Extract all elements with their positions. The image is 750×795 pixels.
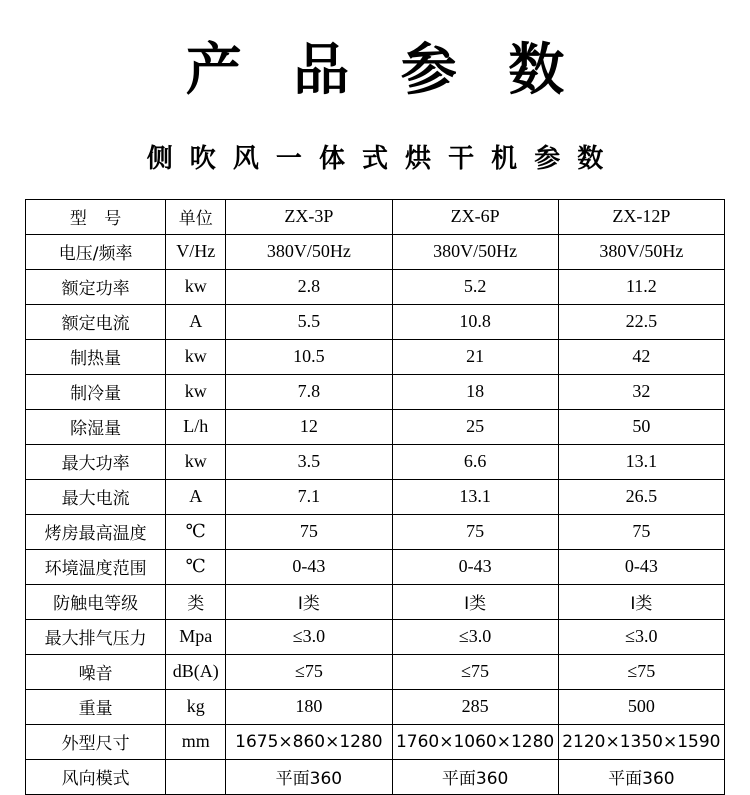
row-label: 制冷量 bbox=[26, 374, 166, 409]
row-label: 除湿量 bbox=[26, 409, 166, 444]
row-value: 285 bbox=[392, 689, 558, 724]
table-row bbox=[26, 689, 725, 724]
column-header-zx12p: ZX-12P bbox=[558, 199, 724, 234]
row-value: 380V/50Hz bbox=[226, 234, 392, 269]
table-row bbox=[26, 339, 725, 374]
row-value: 平面360 bbox=[226, 759, 392, 794]
table-row bbox=[26, 654, 725, 689]
table-row bbox=[26, 269, 725, 304]
row-value: ≤75 bbox=[392, 654, 558, 689]
row-value: 500 bbox=[558, 689, 724, 724]
row-value: Ⅰ类 bbox=[392, 584, 558, 619]
row-unit: kw bbox=[166, 444, 226, 479]
row-value: 5.5 bbox=[226, 304, 392, 339]
table-header-row bbox=[26, 199, 725, 234]
row-label: 噪音 bbox=[26, 654, 166, 689]
row-value: 75 bbox=[392, 514, 558, 549]
row-value: 50 bbox=[558, 409, 724, 444]
row-unit: 类 bbox=[166, 584, 226, 619]
row-unit: mm bbox=[166, 724, 226, 759]
row-unit: A bbox=[166, 479, 226, 514]
row-value: 11.2 bbox=[558, 269, 724, 304]
row-value: 21 bbox=[392, 339, 558, 374]
row-value: 平面360 bbox=[558, 759, 724, 794]
row-value: 22.5 bbox=[558, 304, 724, 339]
table-row bbox=[26, 374, 725, 409]
row-unit: L/h bbox=[166, 409, 226, 444]
row-value: 5.2 bbox=[392, 269, 558, 304]
spec-table bbox=[25, 199, 725, 795]
row-label: 制热量 bbox=[26, 339, 166, 374]
row-unit: Mpa bbox=[166, 619, 226, 654]
row-value: 2.8 bbox=[226, 269, 392, 304]
table-row bbox=[26, 549, 725, 584]
row-value: 10.5 bbox=[226, 339, 392, 374]
row-label: 额定电流 bbox=[26, 304, 166, 339]
row-value: 13.1 bbox=[392, 479, 558, 514]
table-row bbox=[26, 234, 725, 269]
row-value: Ⅰ类 bbox=[558, 584, 724, 619]
row-label: 环境温度范围 bbox=[26, 549, 166, 584]
row-value: ≤3.0 bbox=[392, 619, 558, 654]
row-label: 电压/频率 bbox=[26, 234, 166, 269]
row-unit: ℃ bbox=[166, 549, 226, 584]
table-row bbox=[26, 479, 725, 514]
row-unit: kw bbox=[166, 374, 226, 409]
row-value: 0-43 bbox=[226, 549, 392, 584]
row-value: 180 bbox=[226, 689, 392, 724]
row-unit: dB(A) bbox=[166, 654, 226, 689]
row-value: 380V/50Hz bbox=[392, 234, 558, 269]
row-value: 2120×1350×1590 bbox=[558, 724, 724, 759]
row-value: 25 bbox=[392, 409, 558, 444]
row-value: 12 bbox=[226, 409, 392, 444]
row-unit: A bbox=[166, 304, 226, 339]
row-value: 75 bbox=[226, 514, 392, 549]
row-value: 6.6 bbox=[392, 444, 558, 479]
row-value: 13.1 bbox=[558, 444, 724, 479]
row-value: ≤75 bbox=[226, 654, 392, 689]
page-title: 产 品 参 数 bbox=[185, 38, 581, 103]
row-label: 风向模式 bbox=[26, 759, 166, 794]
table-row bbox=[26, 759, 725, 794]
row-unit: V/Hz bbox=[166, 234, 226, 269]
row-unit: kg bbox=[166, 689, 226, 724]
row-label: 外型尺寸 bbox=[26, 724, 166, 759]
row-label: 烤房最高温度 bbox=[26, 514, 166, 549]
column-header-model: 型 号 bbox=[26, 199, 166, 234]
table-row bbox=[26, 584, 725, 619]
table-row bbox=[26, 409, 725, 444]
page-subtitle: 侧 吹 风 一 体 式 烘 干 机 参 数 bbox=[146, 143, 608, 174]
row-label: 额定功率 bbox=[26, 269, 166, 304]
table-row bbox=[26, 304, 725, 339]
row-value: 26.5 bbox=[558, 479, 724, 514]
table-row bbox=[26, 724, 725, 759]
row-value: ≤75 bbox=[558, 654, 724, 689]
table-row bbox=[26, 444, 725, 479]
row-value: 7.8 bbox=[226, 374, 392, 409]
row-label: 最大电流 bbox=[26, 479, 166, 514]
table-row bbox=[26, 514, 725, 549]
row-value: 3.5 bbox=[226, 444, 392, 479]
row-unit bbox=[166, 759, 226, 794]
column-header-zx6p: ZX-6P bbox=[392, 199, 558, 234]
row-value: 18 bbox=[392, 374, 558, 409]
row-value: 32 bbox=[558, 374, 724, 409]
row-value: 0-43 bbox=[558, 549, 724, 584]
row-value: Ⅰ类 bbox=[226, 584, 392, 619]
row-unit: ℃ bbox=[166, 514, 226, 549]
column-header-zx3p: ZX-3P bbox=[226, 199, 392, 234]
row-value: 0-43 bbox=[392, 549, 558, 584]
row-value: 7.1 bbox=[226, 479, 392, 514]
row-label: 最大功率 bbox=[26, 444, 166, 479]
column-header-unit: 单位 bbox=[166, 199, 226, 234]
row-label: 最大排气压力 bbox=[26, 619, 166, 654]
row-unit: kw bbox=[166, 269, 226, 304]
row-value: 42 bbox=[558, 339, 724, 374]
row-label: 防触电等级 bbox=[26, 584, 166, 619]
row-value: 10.8 bbox=[392, 304, 558, 339]
row-value: 1675×860×1280 bbox=[226, 724, 392, 759]
row-value: 380V/50Hz bbox=[558, 234, 724, 269]
spec-table-wrapper bbox=[25, 199, 725, 795]
row-value: ≤3.0 bbox=[558, 619, 724, 654]
row-value: 75 bbox=[558, 514, 724, 549]
row-value: 平面360 bbox=[392, 759, 558, 794]
row-value: ≤3.0 bbox=[226, 619, 392, 654]
table-row bbox=[26, 619, 725, 654]
row-unit: kw bbox=[166, 339, 226, 374]
row-label: 重量 bbox=[26, 689, 166, 724]
row-value: 1760×1060×1280 bbox=[392, 724, 558, 759]
